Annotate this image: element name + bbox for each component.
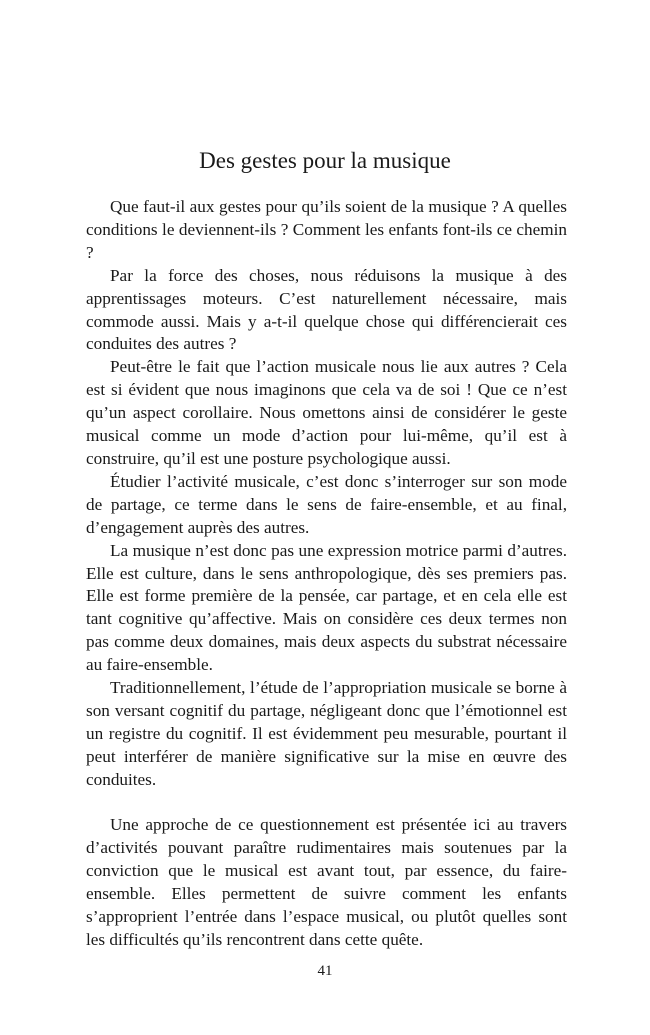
paragraph-2: Par la force des choses, nous réduisons la musique à des apprentissages moteurs. C’est naturellement nécessaire, mais commode aussi. Mais y a-t-il quelque chose qui différencierait ces conduites des autres ? <box>86 265 567 354</box>
paragraph-5: La musique n’est donc pas une expression motrice parmi d’autres. Elle est culture, dans le sens anthropologique, dès ses premiers pas. Elle est forme première de la pensée, car partage, et en cela elle est tant cognitive qu’affective. Mais on considère ces deux termes non pas comme deux domaines, mais deux aspects du substrat nécessaire au faire-ensemble. <box>86 540 567 675</box>
chapter-title: Des gestes pour la musique <box>199 148 451 173</box>
chapter-body <box>86 196 567 952</box>
paragraph-3: Peut-être le fait que l’action musicale nous lie aux autres ? Cela est si évident que nous imaginons que cela va de soi ! Que ce n’est qu’un aspect corollaire. Nous omettons ainsi de considérer le geste musical comme un mode d’action pour lui-même, qu’il est à construire, qu’il est une posture psychologique aussi. <box>86 357 567 468</box>
paragraph-4: Étudier l’activité musicale, c’est donc s’interroger sur son mode de partage, ce terme dans le sens de faire-ensemble, et au final, d’engagement auprès des autres. <box>86 471 567 537</box>
paragraph-1: Que faut-il aux gestes pour qu’ils soient de la musique ? A quelles conditions le deviennent-ils ? Comment les enfants font-ils ce chemin ? <box>86 197 567 262</box>
page-number: 41 <box>317 963 333 979</box>
paragraph-6: Traditionnellement, l’étude de l’appropriation musicale se borne à son versant cognitif du partage, négligeant donc que l’émotionnel est un registre du cognitif. Il est évidemment peu mesurable, pourtant il peut interférer de manière significative sur la mise en œuvre des conduites. <box>86 678 567 789</box>
paragraph-7: Une approche de ce questionnement est présentée ici au travers d’activités pouvant paraître rudimentaires mais soutenues par la conviction que le musical est avant tout, par essence, du faire-ensemble. Elles permettent de suivre comment les enfants s’approprient l’entrée dans l’espace musical, ou plutôt quelles sont les difficultés qu’ils rencontrent dans cette quête. <box>86 815 567 949</box>
